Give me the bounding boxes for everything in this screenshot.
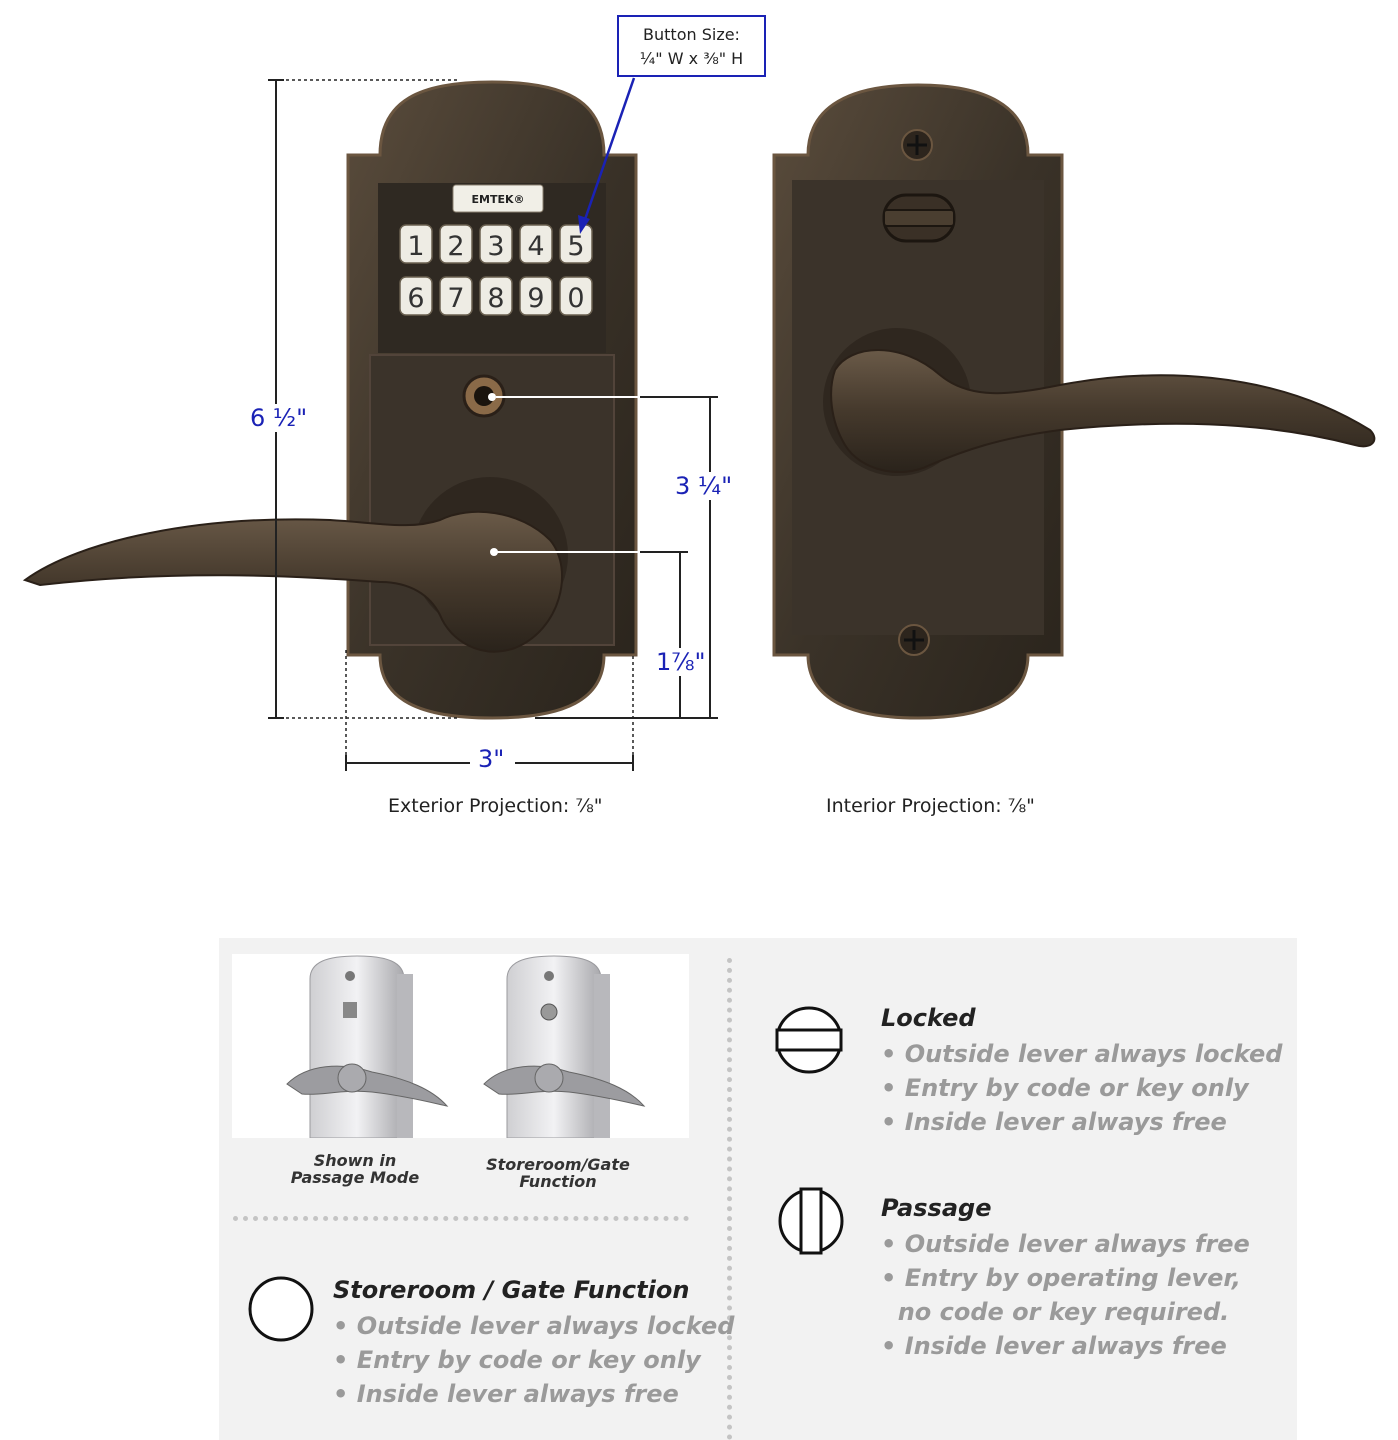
storeroom-bullets <box>333 1309 734 1411</box>
storeroom-bullet-1: • Outside lever always locked <box>333 1312 735 1340</box>
storeroom-turn-icon <box>247 1274 315 1344</box>
locked-title: Locked <box>881 1004 976 1032</box>
button-size-callout <box>617 15 766 77</box>
passage-title: Passage <box>881 1194 992 1222</box>
passage-bullet-1: • Outside lever always free <box>881 1230 1250 1258</box>
locked-turn-icon <box>773 1004 845 1076</box>
horizontal-divider <box>233 1216 689 1221</box>
storeroom-bullet-3: • Inside lever always free <box>333 1380 679 1408</box>
exterior-caption: Exterior Projection: ⅞" <box>388 795 603 817</box>
keypad-digit: 4 <box>527 231 545 262</box>
interior-lock <box>774 85 1374 718</box>
keypad-digit: 1 <box>407 231 425 262</box>
passage-bullets <box>881 1227 1250 1363</box>
photo-box <box>232 954 689 1138</box>
storeroom-bullet-2: • Entry by code or key only <box>333 1346 701 1374</box>
exterior-lever <box>25 512 562 652</box>
storeroom-photo-caption <box>483 1156 633 1190</box>
passage-mode-photo <box>287 956 447 1138</box>
passage-bullet-2: • Entry by operating lever, <box>881 1264 1241 1292</box>
passage-bullet-4: • Inside lever always free <box>881 1332 1227 1360</box>
function-panel <box>219 938 1297 1440</box>
dimension-height-key: 3 ¼" <box>675 472 733 500</box>
passage-photo-caption <box>285 1152 425 1186</box>
keypad-digit: 8 <box>487 283 505 314</box>
keypad-digit: 6 <box>407 283 425 314</box>
keypad-digit: 9 <box>527 283 545 314</box>
key-center-dot <box>488 393 496 401</box>
keypad-digit: 0 <box>567 283 585 314</box>
locked-bullet-2: • Entry by code or key only <box>881 1074 1249 1102</box>
callout-line1: Button Size: <box>643 25 740 44</box>
storeroom-caption-line1: Storeroom/Gate <box>486 1155 630 1174</box>
passage-turn-icon <box>776 1186 846 1256</box>
keypad-digit: 2 <box>447 231 465 262</box>
passage-caption-line1: Shown in <box>313 1151 397 1170</box>
brand-text: EMTEK® <box>471 193 525 206</box>
storeroom-photo <box>484 956 644 1138</box>
keypad-digit: 5 <box>567 231 585 262</box>
passage-caption-line2: Passage Mode <box>290 1168 420 1187</box>
interior-caption: Interior Projection: ⅞" <box>826 795 1035 817</box>
dimension-width: 3" <box>478 745 505 773</box>
exterior-lock <box>25 82 636 718</box>
passage-bullet-3: no code or key required. <box>881 1298 1230 1326</box>
callout-line2: ¼" W x ⅜" H <box>639 49 744 68</box>
locked-bullet-1: • Outside lever always locked <box>881 1040 1283 1068</box>
keypad-digit: 7 <box>447 283 465 314</box>
keypad-digit: 3 <box>487 231 505 262</box>
lock-photos <box>232 954 689 1138</box>
locked-bullets <box>881 1037 1282 1139</box>
storeroom-caption-line2: Function <box>519 1172 597 1191</box>
dimension-height-lever: 1⅞" <box>656 648 706 676</box>
interior-lever <box>831 350 1374 472</box>
dimension-height-overall: 6 ½" <box>250 404 308 432</box>
storeroom-title: Storeroom / Gate Function <box>333 1276 690 1304</box>
locked-bullet-3: • Inside lever always free <box>881 1108 1227 1136</box>
